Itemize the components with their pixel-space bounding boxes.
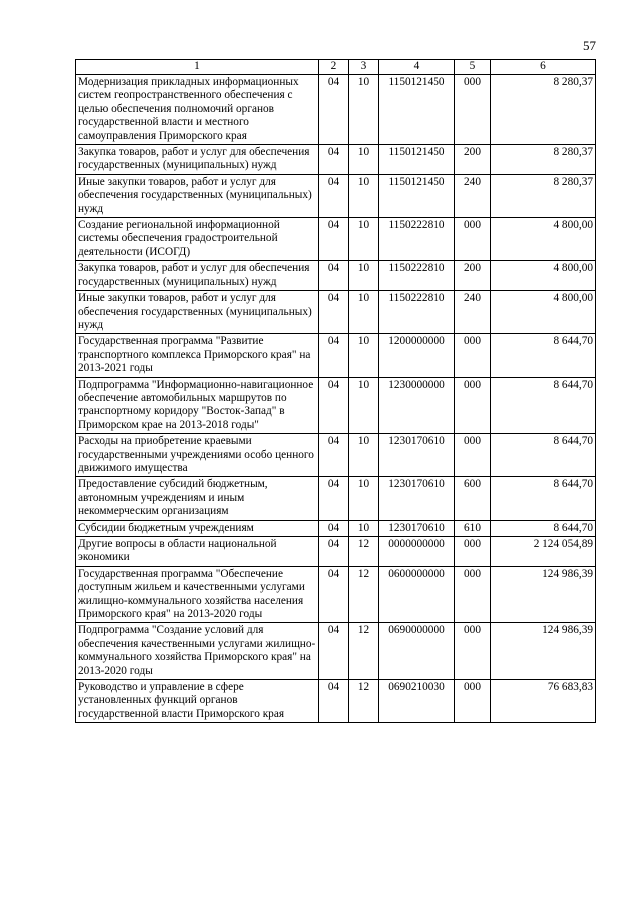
item-name: Субсидии бюджетным учреждениям (76, 520, 319, 536)
subsection-code: 12 (349, 623, 379, 680)
target-article-code: 1150121450 (379, 75, 455, 145)
item-name: Руководство и управление в сфере установленных функций органов государственной власти Приморского края (76, 680, 319, 723)
table-row (76, 566, 596, 623)
target-article-code: 1230170610 (379, 520, 455, 536)
subsection-code: 12 (349, 537, 379, 567)
header-row (76, 60, 596, 75)
item-name: Модернизация прикладных информационных систем геопространственного обеспечения с целью обеспечения полномочий органов государственной власти и местного самоуправления Приморского края (76, 75, 319, 145)
amount: 124 986,39 (491, 623, 596, 680)
table-row (76, 218, 596, 261)
budget-table (75, 59, 596, 723)
subsection-code: 10 (349, 520, 379, 536)
subsection-code: 10 (349, 261, 379, 291)
item-name: Подпрограмма "Информационно-навигационное обеспечение автомобильных маршрутов по транспортному коридору "Восток-Запад" в Приморском крае на 2013-2018 годы" (76, 377, 319, 434)
subsection-code: 12 (349, 566, 379, 623)
table-row (76, 291, 596, 334)
expense-type-code: 000 (455, 334, 491, 377)
subsection-code: 10 (349, 377, 379, 434)
amount: 8 644,70 (491, 520, 596, 536)
amount: 8 280,37 (491, 145, 596, 175)
amount: 8 280,37 (491, 75, 596, 145)
item-name: Расходы на приобретение краевыми государственными учреждениями особо ценного движимого имущества (76, 434, 319, 477)
expense-type-code: 000 (455, 75, 491, 145)
expense-type-code: 000 (455, 377, 491, 434)
amount: 4 800,00 (491, 218, 596, 261)
table-body (76, 75, 596, 723)
target-article-code: 1230170610 (379, 477, 455, 520)
column-header: 6 (491, 60, 596, 75)
item-name: Иные закупки товаров, работ и услуг для обеспечения государственных (муниципальных) нужд (76, 174, 319, 217)
section-code: 04 (319, 520, 349, 536)
section-code: 04 (319, 623, 349, 680)
target-article-code: 1150222810 (379, 218, 455, 261)
amount: 8 644,70 (491, 334, 596, 377)
table-row (76, 477, 596, 520)
section-code: 04 (319, 566, 349, 623)
amount: 124 986,39 (491, 566, 596, 623)
subsection-code: 10 (349, 145, 379, 175)
expense-type-code: 600 (455, 477, 491, 520)
target-article-code: 1150121450 (379, 145, 455, 175)
section-code: 04 (319, 537, 349, 567)
target-article-code: 1230170610 (379, 434, 455, 477)
expense-type-code: 000 (455, 680, 491, 723)
page-number: 57 (583, 38, 596, 53)
expense-type-code: 240 (455, 174, 491, 217)
expense-type-code: 240 (455, 291, 491, 334)
expense-type-code: 200 (455, 145, 491, 175)
target-article-code: 1200000000 (379, 334, 455, 377)
subsection-code: 10 (349, 434, 379, 477)
section-code: 04 (319, 75, 349, 145)
amount: 8 644,70 (491, 434, 596, 477)
subsection-code: 10 (349, 75, 379, 145)
amount: 8 644,70 (491, 377, 596, 434)
section-code: 04 (319, 434, 349, 477)
expense-type-code: 610 (455, 520, 491, 536)
item-name: Иные закупки товаров, работ и услуг для обеспечения государственных (муниципальных) нужд (76, 291, 319, 334)
section-code: 04 (319, 218, 349, 261)
subsection-code: 12 (349, 680, 379, 723)
item-name: Государственная программа "Обеспечение доступным жильем и качественными услугами жилищно-коммунального хозяйства населения Приморского края" на 2013-2020 годы (76, 566, 319, 623)
table-row (76, 623, 596, 680)
table-row (76, 145, 596, 175)
expense-type-code: 000 (455, 434, 491, 477)
target-article-code: 0690000000 (379, 623, 455, 680)
item-name: Закупка товаров, работ и услуг для обеспечения государственных (муниципальных) нужд (76, 261, 319, 291)
section-code: 04 (319, 291, 349, 334)
item-name: Государственная программа "Развитие транспортного комплекса Приморского края" на 2013-2021 годы (76, 334, 319, 377)
amount: 8 644,70 (491, 477, 596, 520)
target-article-code: 1150121450 (379, 174, 455, 217)
amount: 76 683,83 (491, 680, 596, 723)
table-row (76, 377, 596, 434)
item-name: Создание региональной информационной системы обеспечения градостроительной деятельности (ИСОГД) (76, 218, 319, 261)
section-code: 04 (319, 377, 349, 434)
subsection-code: 10 (349, 291, 379, 334)
section-code: 04 (319, 334, 349, 377)
column-header: 4 (379, 60, 455, 75)
column-header: 1 (76, 60, 319, 75)
table-row (76, 537, 596, 567)
table-header (76, 60, 596, 75)
table-row (76, 680, 596, 723)
column-header: 5 (455, 60, 491, 75)
item-name: Предоставление субсидий бюджетным, автономным учреждениям и иным некоммерческим организациям (76, 477, 319, 520)
column-header: 3 (349, 60, 379, 75)
expense-type-code: 000 (455, 218, 491, 261)
target-article-code: 1150222810 (379, 261, 455, 291)
amount: 4 800,00 (491, 261, 596, 291)
table-row (76, 261, 596, 291)
table-row (76, 174, 596, 217)
table-row (76, 334, 596, 377)
amount: 2 124 054,89 (491, 537, 596, 567)
target-article-code: 1230000000 (379, 377, 455, 434)
target-article-code: 0000000000 (379, 537, 455, 567)
expense-type-code: 200 (455, 261, 491, 291)
section-code: 04 (319, 261, 349, 291)
item-name: Другие вопросы в области национальной экономики (76, 537, 319, 567)
target-article-code: 1150222810 (379, 291, 455, 334)
section-code: 04 (319, 477, 349, 520)
target-article-code: 0690210030 (379, 680, 455, 723)
subsection-code: 10 (349, 174, 379, 217)
target-article-code: 0600000000 (379, 566, 455, 623)
table-row (76, 75, 596, 145)
subsection-code: 10 (349, 477, 379, 520)
item-name: Подпрограмма "Создание условий для обеспечения качественными услугами жилищно-коммунального хозяйства Приморского края" на 2013-2020 годы (76, 623, 319, 680)
section-code: 04 (319, 145, 349, 175)
amount: 4 800,00 (491, 291, 596, 334)
section-code: 04 (319, 174, 349, 217)
expense-type-code: 000 (455, 623, 491, 680)
section-code: 04 (319, 680, 349, 723)
column-header: 2 (319, 60, 349, 75)
subsection-code: 10 (349, 218, 379, 261)
table-row (76, 434, 596, 477)
item-name: Закупка товаров, работ и услуг для обеспечения государственных (муниципальных) нужд (76, 145, 319, 175)
expense-type-code: 000 (455, 566, 491, 623)
expense-type-code: 000 (455, 537, 491, 567)
amount: 8 280,37 (491, 174, 596, 217)
table-row (76, 520, 596, 536)
subsection-code: 10 (349, 334, 379, 377)
